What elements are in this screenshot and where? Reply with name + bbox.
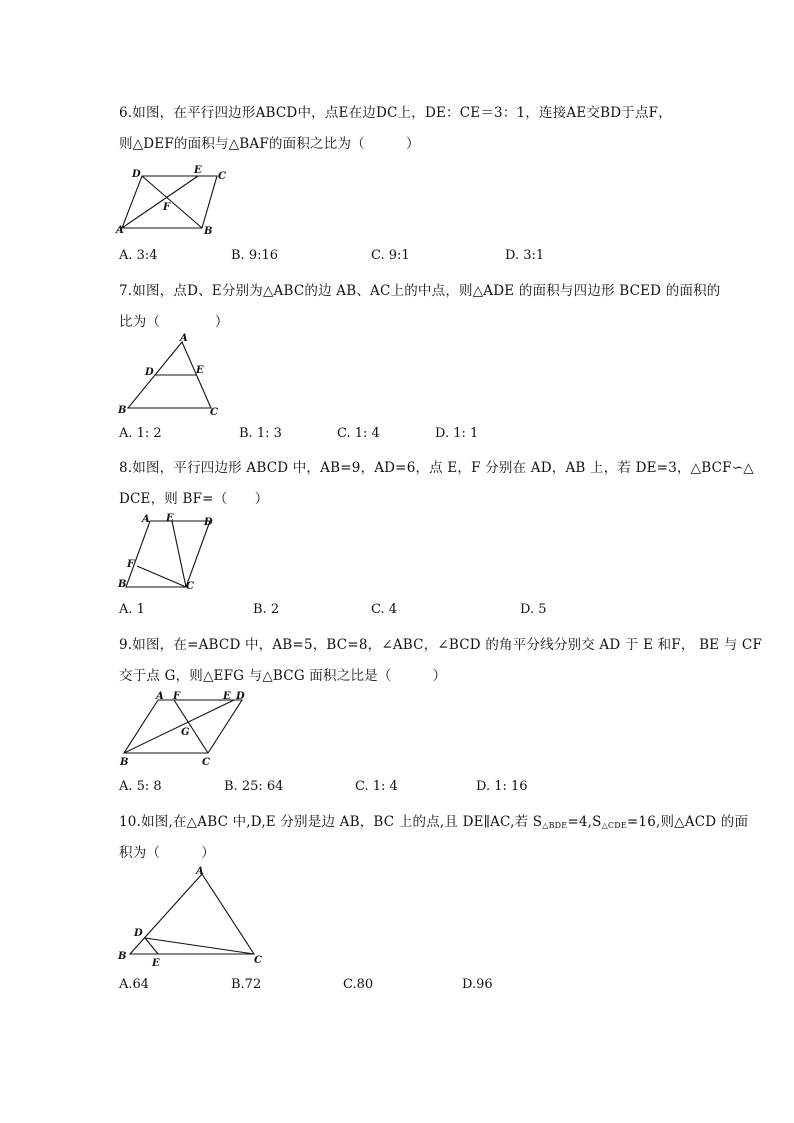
q10-text-part1: 10.如图,在△ABC 中,D,E 分别是边 AB，BC 上的点,且 DE∥AC,若 S <box>119 814 543 830</box>
q6-label-e: E <box>194 165 202 176</box>
q9-text-line1: 9.如图，在=ABCD 中，AB=5，BC=8，∠ABC，∠BCD 的角平分线分别交 AD 于 E 和F， BE 与 CF <box>119 637 763 653</box>
q8-label-c: C <box>186 581 194 592</box>
q10-option-a: A.64 <box>119 977 150 992</box>
q10-text-line2: 积为（ ） <box>119 845 215 861</box>
q9-label-c: C <box>202 757 210 768</box>
q8-parallelogram <box>126 521 210 587</box>
q6-option-b: B. 9:16 <box>231 248 279 263</box>
q6-label-b: B <box>204 226 213 236</box>
q9-option-c: C. 1: 4 <box>355 779 398 794</box>
q10-option-d: D.96 <box>462 977 493 992</box>
q8-option-b: B. 2 <box>253 602 280 617</box>
q8-parallelogram-figure <box>114 509 218 593</box>
q7-option-d: D. 1: 1 <box>435 426 479 441</box>
q6-option-d: D. 3:1 <box>505 248 545 263</box>
q7-label-b: B <box>118 405 127 416</box>
q9-option-d: D. 1: 16 <box>476 779 528 794</box>
q10-sub-bde: △BDE <box>542 821 568 830</box>
q8-label-e: E <box>166 513 174 524</box>
q8-option-d: D. 5 <box>520 602 547 617</box>
q8-label-b: B <box>118 579 127 590</box>
q9-label-f: F <box>173 691 181 702</box>
q9-label-g: G <box>181 727 190 738</box>
q9-text-line2: 交于点 G，则△EFG 与△BCG 面积之比是（ ） <box>119 668 447 684</box>
q6-text-line2: 则△DEF的面积与△BAF的面积之比为（ ） <box>119 136 420 152</box>
q7-text-line2: 比为（ ） <box>119 314 229 330</box>
q8-label-d: D <box>204 517 213 528</box>
q6-segment-bd <box>142 176 202 228</box>
q6-label-a: A <box>116 225 124 236</box>
q6-text-line1: 6.如图，在平行四边形ABCD中，点E在边DC上，DE：CE＝3：1，连接AE交BD于点F， <box>119 105 672 121</box>
q10-text-line1 <box>119 810 748 830</box>
q9-label-d: D <box>236 691 245 702</box>
q6-option-a: A. 3:4 <box>119 248 158 263</box>
q10-option-b: B.72 <box>231 977 262 992</box>
q8-label-a: A <box>142 514 150 525</box>
q7-label-e: E <box>196 365 204 376</box>
q9-option-a: A. 5: 8 <box>119 779 162 794</box>
q6-label-c: C <box>218 171 226 182</box>
q9-label-b: B <box>120 757 129 768</box>
q6-option-c: C. 9:1 <box>371 248 410 263</box>
q10-text-part2: =4,S <box>567 814 602 830</box>
q8-label-f: F <box>127 559 135 570</box>
q10-segment-de <box>145 938 158 954</box>
q10-label-e: E <box>152 958 160 969</box>
q10-label-c: C <box>254 955 262 966</box>
q7-text-line1: 7.如图，点D、E分别为△ABC的边 AB、AC上的中点，则△ADE 的面积与四边形 BCED 的面积的 <box>119 283 721 299</box>
q10-sub-cde: △CDE <box>601 821 627 830</box>
q8-segment-ec <box>172 521 186 587</box>
q8-text-line1: 8.如图，平行四边形 ABCD 中，AB=9，AD=6，点 E，F 分别在 AD，AB 上，若 DE=3，△BCF∽△ <box>119 460 754 476</box>
q7-label-c: C <box>210 407 218 418</box>
q7-option-b: B. 1: 3 <box>239 426 282 441</box>
q7-option-c: C. 1: 4 <box>337 426 380 441</box>
q10-label-a: A <box>196 866 204 877</box>
q8-segment-fc <box>137 566 186 587</box>
q7-triangle-figure <box>114 332 226 420</box>
q8-text-line2: DCE，则 BF=（ ） <box>119 491 269 507</box>
q10-text-part3: =16,则△ACD 的面 <box>626 814 749 830</box>
q9-option-b: B. 25: 64 <box>224 779 284 794</box>
q10-label-d: D <box>134 928 143 939</box>
q10-triangle-figure <box>114 862 270 970</box>
q10-label-b: B <box>118 951 127 962</box>
q10-option-c: C.80 <box>343 977 374 992</box>
q6-label-f: F <box>163 202 171 213</box>
q8-option-a: A. 1 <box>119 602 145 617</box>
q9-label-a: A <box>156 691 164 702</box>
q8-option-c: C. 4 <box>371 602 398 617</box>
q9-label-e: E <box>223 691 231 702</box>
q7-option-a: A. 1: 2 <box>119 426 162 441</box>
q6-parallelogram-figure <box>114 164 234 236</box>
q6-segment-ae <box>122 176 198 228</box>
q10-segment-dc <box>145 938 254 954</box>
q7-label-a: A <box>180 333 188 344</box>
q9-parallelogram-figure <box>114 687 254 769</box>
q6-label-d: D <box>132 169 141 180</box>
q7-label-d: D <box>145 367 154 378</box>
